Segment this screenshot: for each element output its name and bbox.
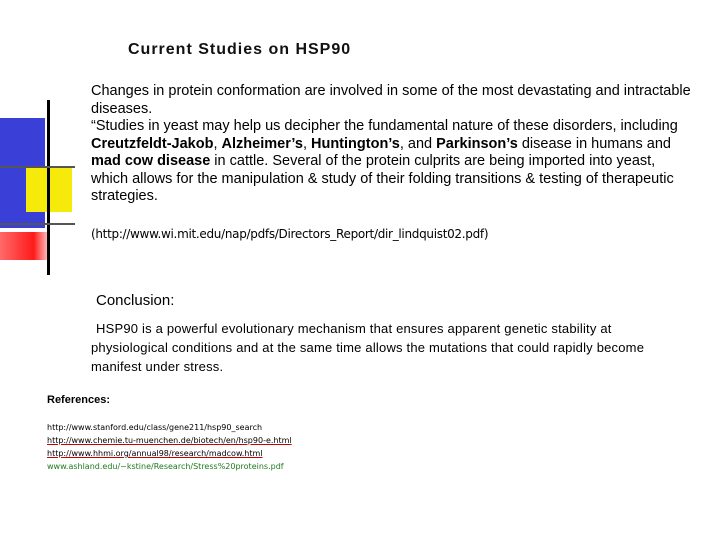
references-heading: References: bbox=[47, 394, 110, 406]
disease-name: Alzheimer’s bbox=[221, 135, 303, 152]
reference-item[interactable] bbox=[47, 447, 292, 460]
intro-text: “Studies in yeast may help us decipher the fundamental nature of these disorders, including bbox=[91, 118, 678, 134]
separator-text: , and bbox=[399, 135, 437, 152]
reference-link[interactable]: www.ashland.edu/~kstine/Research/Stress%20proteins.pdf bbox=[47, 462, 284, 471]
source-url: (http://www.wi.mit.edu/nap/pdfs/Directors_Report/dir_lindquist02.pdf) bbox=[91, 227, 489, 241]
decor-red-bar bbox=[0, 232, 48, 260]
conclusion-heading: Conclusion: bbox=[96, 292, 175, 309]
references-list bbox=[47, 421, 292, 473]
decor-vertical-line bbox=[47, 100, 50, 275]
conclusion-text: HSP90 is a powerful evolutionary mechanism that ensures apparent genetic stability at physiological conditions and at the same time allows the mutations that could rapidly become manifest under stress. bbox=[91, 321, 645, 374]
reference-link[interactable]: http://www.hhmi.org/annual98/research/madcow.html bbox=[47, 449, 263, 458]
reference-item[interactable] bbox=[47, 421, 292, 434]
decor-horizontal-line-top bbox=[0, 166, 75, 168]
separator-text: , bbox=[213, 135, 222, 152]
decor-horizontal-line-bottom bbox=[0, 223, 75, 225]
intro-text: disease in humans and bbox=[517, 135, 671, 152]
reference-link[interactable]: http://www.stanford.edu/class/gene211/hsp90_search bbox=[47, 423, 263, 432]
disease-name: Parkinson’s bbox=[436, 135, 518, 152]
reference-link[interactable]: http://www.chemie.tu-muenchen.de/biotech/en/hsp90-e.html bbox=[47, 436, 292, 445]
intro-paragraph-1: Changes in protein conformation are involved in some of the most devastating and intractable diseases. bbox=[91, 83, 691, 117]
disease-name: Huntington’s bbox=[311, 135, 400, 152]
slide-title: Current Studies on HSP90 bbox=[128, 41, 352, 58]
intro-text: in cattle. Several of the protein culprits are being imported into yeast, which allows for the manipulation & study of their folding transitions & testing of therapeutic strategies. bbox=[91, 153, 674, 204]
intro-paragraph-2 bbox=[91, 118, 691, 206]
intro-section bbox=[91, 83, 691, 206]
separator-text: , bbox=[302, 135, 311, 152]
disease-name: Creutzfeldt-Jakob bbox=[91, 135, 214, 152]
references-heading-label: References bbox=[47, 394, 107, 406]
disease-name: mad cow disease bbox=[91, 153, 211, 169]
reference-item[interactable] bbox=[47, 460, 292, 473]
reference-item[interactable] bbox=[47, 434, 292, 447]
